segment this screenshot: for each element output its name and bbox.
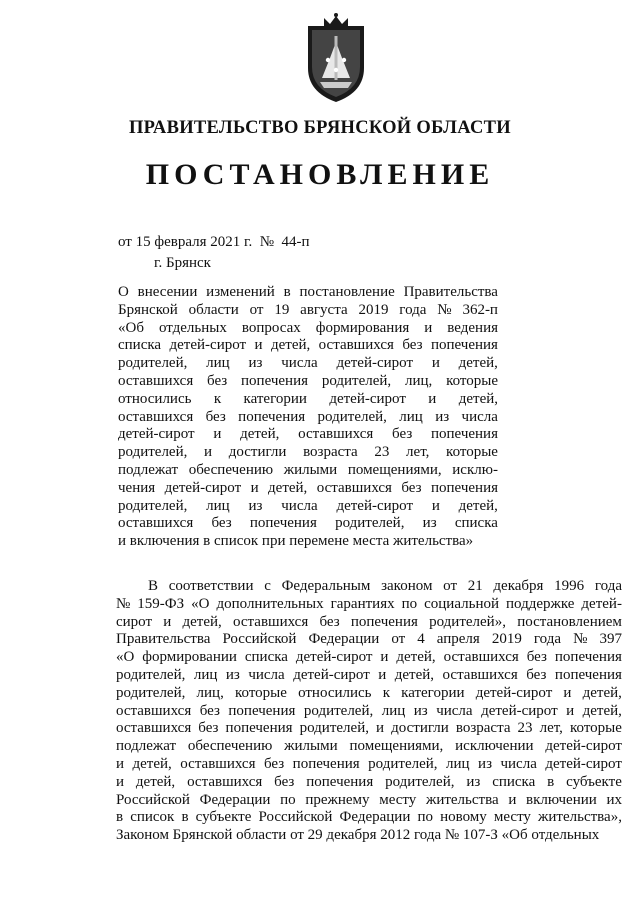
body-line: родителей, лиц из числа детей-сирот и детей, оставшихся без попечения — [116, 666, 622, 683]
subject-line: и включения в список при перемене места жительства» — [118, 533, 474, 550]
body-line: сирот и детей, оставшихся без попечения родителей», постановлением — [116, 613, 622, 630]
document-type-title: ПОСТАНОВЛЕНИЕ — [145, 158, 495, 191]
subject-line: родителей, лиц из числа детей-сирот и детей, — [118, 497, 498, 514]
subject-line: чения детей-сирот и детей, оставшихся без попечения — [118, 479, 498, 496]
document-body — [116, 578, 622, 845]
subject-line: оставшихся без попечения родителей, из списка — [118, 515, 498, 532]
coat-of-arms-icon — [298, 12, 374, 104]
body-line: В соответствии с Федеральным законом от 21 декабря 1996 года — [148, 578, 622, 594]
subject-line: Брянской области от 19 августа 2019 года № 362-п — [118, 301, 498, 318]
document-date-number: от 15 февраля 2021 г. № 44-п — [118, 234, 310, 250]
body-line: и детей, оставшихся без попечения родителей, лиц из числа детей-сирот — [116, 755, 622, 772]
subject-line: родителей, и достигли возраста 23 лет, которые — [118, 444, 498, 461]
subject-line: списка детей-сирот и детей, оставшихся без попечения — [118, 337, 498, 354]
body-line: Законом Брянской области от 29 декабря 2012 года № 107-З «Об отдельных — [116, 827, 600, 844]
body-line: и детей, оставшихся без попечения родителей, из списка в субъекте — [116, 773, 622, 790]
subject-line: «Об отдельных вопросах формирования и ведения — [118, 319, 498, 336]
subject-line: О внесении изменений в постановление Правительства — [118, 284, 498, 300]
body-line: оставшихся без попечения родителей, лиц из числа детей-сирот и детей, — [116, 702, 622, 719]
subject-line: оставшихся без попечения родителей, лиц, которые — [118, 372, 498, 389]
body-line: подлежат обеспечению жилыми помещениями, исключении детей-сирот — [116, 738, 622, 755]
body-line: оставшихся без попечения родителей, и достигли возраста 23 лет, которые — [116, 720, 622, 737]
subject-line: относились к категории детей-сирот и детей, — [118, 390, 498, 407]
document-city: г. Брянск — [154, 255, 211, 271]
subject-line: оставшихся без попечения родителей, лиц из числа — [118, 408, 498, 425]
document-subject — [118, 284, 498, 551]
subject-line: подлежат обеспечению жилыми помещениями, исклю- — [118, 461, 498, 478]
organization-name: ПРАВИТЕЛЬСТВО БРЯНСКОЙ ОБЛАСТИ — [128, 118, 511, 138]
body-line: Правительства Российской Федерации от 4 апреля 2019 года № 397 — [116, 631, 622, 648]
body-line: «О формировании списка детей-сирот и детей, оставшихся без попечения — [116, 649, 622, 666]
body-line: № 159-ФЗ «О дополнительных гарантиях по социальной поддержке детей- — [116, 595, 622, 612]
body-line: в список в субъекте Российской Федерации по новому месту жительства», — [116, 809, 622, 826]
subject-line: родителей, лиц из числа детей-сирот и детей, — [118, 355, 498, 372]
body-line: Российской Федерации по прежнему месту жительства и включении их — [116, 791, 622, 808]
subject-line: детей-сирот и детей, оставшихся без попечения — [118, 426, 498, 443]
body-line: родителей, лиц, которые относились к категории детей-сирот и детей, — [116, 684, 622, 701]
